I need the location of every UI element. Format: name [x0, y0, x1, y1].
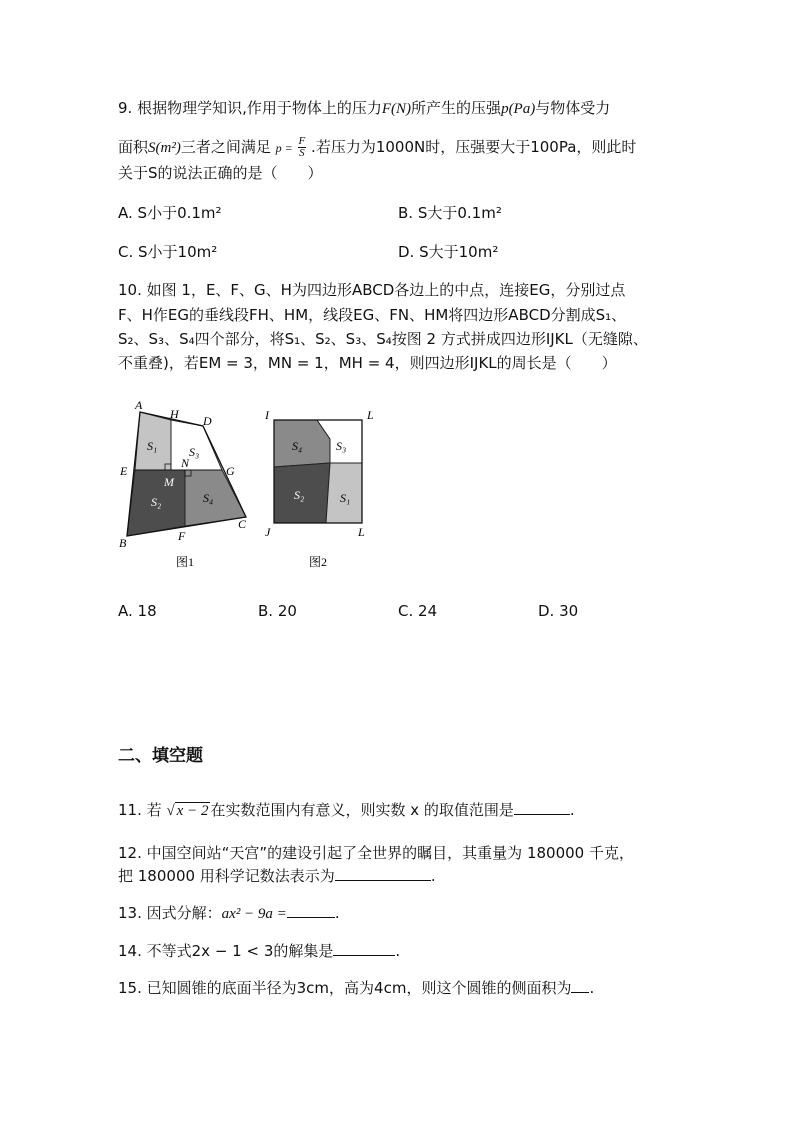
q9-text-2b: 三者之间满足 [180, 138, 271, 156]
q10-option-a[interactable] [118, 601, 157, 621]
region-label-s3: S₃ [336, 439, 347, 453]
q14-line [118, 941, 400, 961]
q10-line4 [118, 353, 617, 373]
q15-line [118, 978, 594, 998]
q12-line1 [118, 843, 634, 863]
q9-option-a[interactable] [118, 203, 222, 223]
q13-answer-blank[interactable] [287, 903, 335, 918]
q10-option-b[interactable] [258, 601, 297, 621]
region-label-s4: S₄ [292, 439, 303, 453]
label-f: F [178, 529, 186, 543]
q10-option-c[interactable] [398, 601, 437, 621]
q11-number: 11. [118, 801, 142, 819]
q9-text-1b: 所产生的压强 [411, 99, 502, 117]
option-letter: A. [118, 204, 133, 222]
q12-answer-blank[interactable] [335, 866, 431, 881]
q9-formula-fraction [298, 136, 307, 159]
region-label-s2: S₂ [151, 495, 162, 509]
label-e: E [120, 464, 128, 478]
q9-option-d[interactable] [398, 242, 498, 262]
q11-text-pre: 若 [146, 801, 162, 819]
q13-number: 13. [118, 904, 142, 922]
q9-area-symbol: S(m²) [148, 140, 181, 156]
label-d: D [203, 414, 212, 428]
q10-figures [0, 395, 794, 595]
figure-2 [264, 408, 374, 569]
label-j: J [265, 525, 271, 539]
label-l-bottom: L [358, 525, 365, 539]
region-label-s1: S₁ [147, 439, 158, 453]
q12-number: 12. [118, 844, 142, 862]
q10-option-d[interactable] [538, 601, 578, 621]
q9-formula-lhs: p = [275, 141, 293, 155]
q12-text-1: 中国空间站“天宫”的建设引起了全世界的瞩目，其重量为 180000 千克， [146, 844, 634, 862]
section-title: 二、填空题 [118, 746, 203, 766]
label-l-top: L [367, 408, 374, 422]
q9-text-3: 关于S的说法正确的是（ ） [118, 164, 323, 182]
q9-pressure-symbol: p(Pa) [501, 101, 536, 117]
region-label-s4: S₄ [203, 491, 214, 505]
q9-text-1a: 根据物理学知识,作用于物体上的压力 [137, 99, 382, 117]
option-text: S小于10m² [138, 243, 218, 261]
q9-line1 [118, 98, 610, 119]
q9-text-1c: 与物体受力 [535, 99, 611, 117]
label-m: M [164, 475, 174, 489]
q9-line2 [118, 136, 636, 159]
q10-line1 [118, 280, 625, 300]
option-text: 20 [277, 602, 297, 620]
q10-text-4: 不重叠)，若EM = 3，MN = 1，MH = 4，则四边形IJKL的周长是（ ） [118, 354, 617, 372]
q10-text-1: 如图 1，E、F、G、H为四边形ABCD各边上的中点，连接EG，分别过点 [146, 281, 626, 299]
q14-answer-blank[interactable] [333, 941, 395, 956]
label-g: G [226, 464, 235, 478]
label-a: A [135, 398, 143, 412]
option-text: 18 [137, 602, 157, 620]
q9-option-c[interactable] [118, 242, 217, 262]
option-letter: A. [118, 602, 133, 620]
q9-text-2c: .若压力为1000N时，压强要大于100Pa，则此时 [311, 138, 637, 156]
q9-line3 [118, 163, 323, 183]
q14-text: 不等式2x − 1 < 3的解集是 [146, 942, 334, 960]
q15-text: 已知圆锥的底面半径为3cm，高为4cm，则这个圆锥的侧面积为 [146, 979, 572, 997]
figure-1 [119, 398, 247, 569]
q11-end: . [569, 801, 575, 819]
label-h: H [170, 407, 179, 421]
option-text: S大于0.1m² [417, 204, 502, 222]
q13-expression: ax² − 9a = [221, 906, 287, 922]
q11-answer-blank[interactable] [514, 800, 570, 815]
q13-line [118, 903, 340, 924]
q10-line2 [118, 305, 626, 325]
q10-number: 10. [118, 281, 142, 299]
q10-text-2: F、H作EG的垂线段FH、HM，线段EG、FN、HM将四边形ABCD分割成S₁、 [118, 306, 627, 324]
q9-text-2a: 面积 [118, 138, 149, 156]
option-text: S小于0.1m² [137, 204, 222, 222]
option-letter: C. [118, 243, 134, 261]
figure-1-caption: 图1 [176, 555, 195, 569]
q9-fraction-numerator: F [298, 135, 306, 147]
q15-number: 15. [118, 979, 142, 997]
q12-text-2: 把 180000 用科学记数法表示为 [118, 867, 335, 885]
q15-end: . [589, 979, 595, 997]
q9-option-b[interactable] [398, 203, 502, 223]
label-b: B [119, 536, 127, 550]
q9-force-symbol: F(N) [381, 101, 412, 117]
q11-line [118, 800, 575, 821]
q12-line2 [118, 866, 436, 886]
option-letter: D. [538, 602, 555, 620]
q15-answer-blank[interactable] [571, 978, 589, 993]
label-n: N [181, 456, 190, 470]
q14-end: . [395, 942, 401, 960]
q9-fraction-denominator: S [299, 147, 305, 159]
q14-number: 14. [118, 942, 142, 960]
q11-sqrt: √ x − 2 [166, 803, 209, 819]
q9-number: 9. [118, 99, 133, 117]
option-text: S大于10m² [419, 243, 499, 261]
option-letter: C. [398, 602, 414, 620]
label-i: I [265, 408, 269, 422]
q13-end: . [334, 904, 340, 922]
option-letter: B. [258, 602, 274, 620]
q12-end: . [430, 867, 436, 885]
region-label-s1: S₁ [340, 491, 351, 505]
region-label-s2: S₂ [294, 488, 305, 502]
q10-text-3: S₂、S₃、S₄四个部分，将S₁、S₂、S₃、S₄按图 2 方式拼成四边形IJKL（无缝隙、 [118, 330, 648, 348]
label-c: C [238, 517, 247, 531]
q11-text-post: 在实数范围内有意义，则实数 x 的取值范围是 [210, 801, 514, 819]
option-letter: D. [398, 243, 415, 261]
q10-line3 [118, 329, 648, 349]
figure-2-caption: 图2 [309, 555, 328, 569]
option-text: 24 [418, 602, 438, 620]
region-label-s3: S₃ [189, 445, 200, 459]
q13-text: 因式分解： [146, 904, 222, 922]
q11-radicand: x − 2 [176, 803, 209, 819]
option-letter: B. [398, 204, 414, 222]
option-text: 30 [559, 602, 579, 620]
